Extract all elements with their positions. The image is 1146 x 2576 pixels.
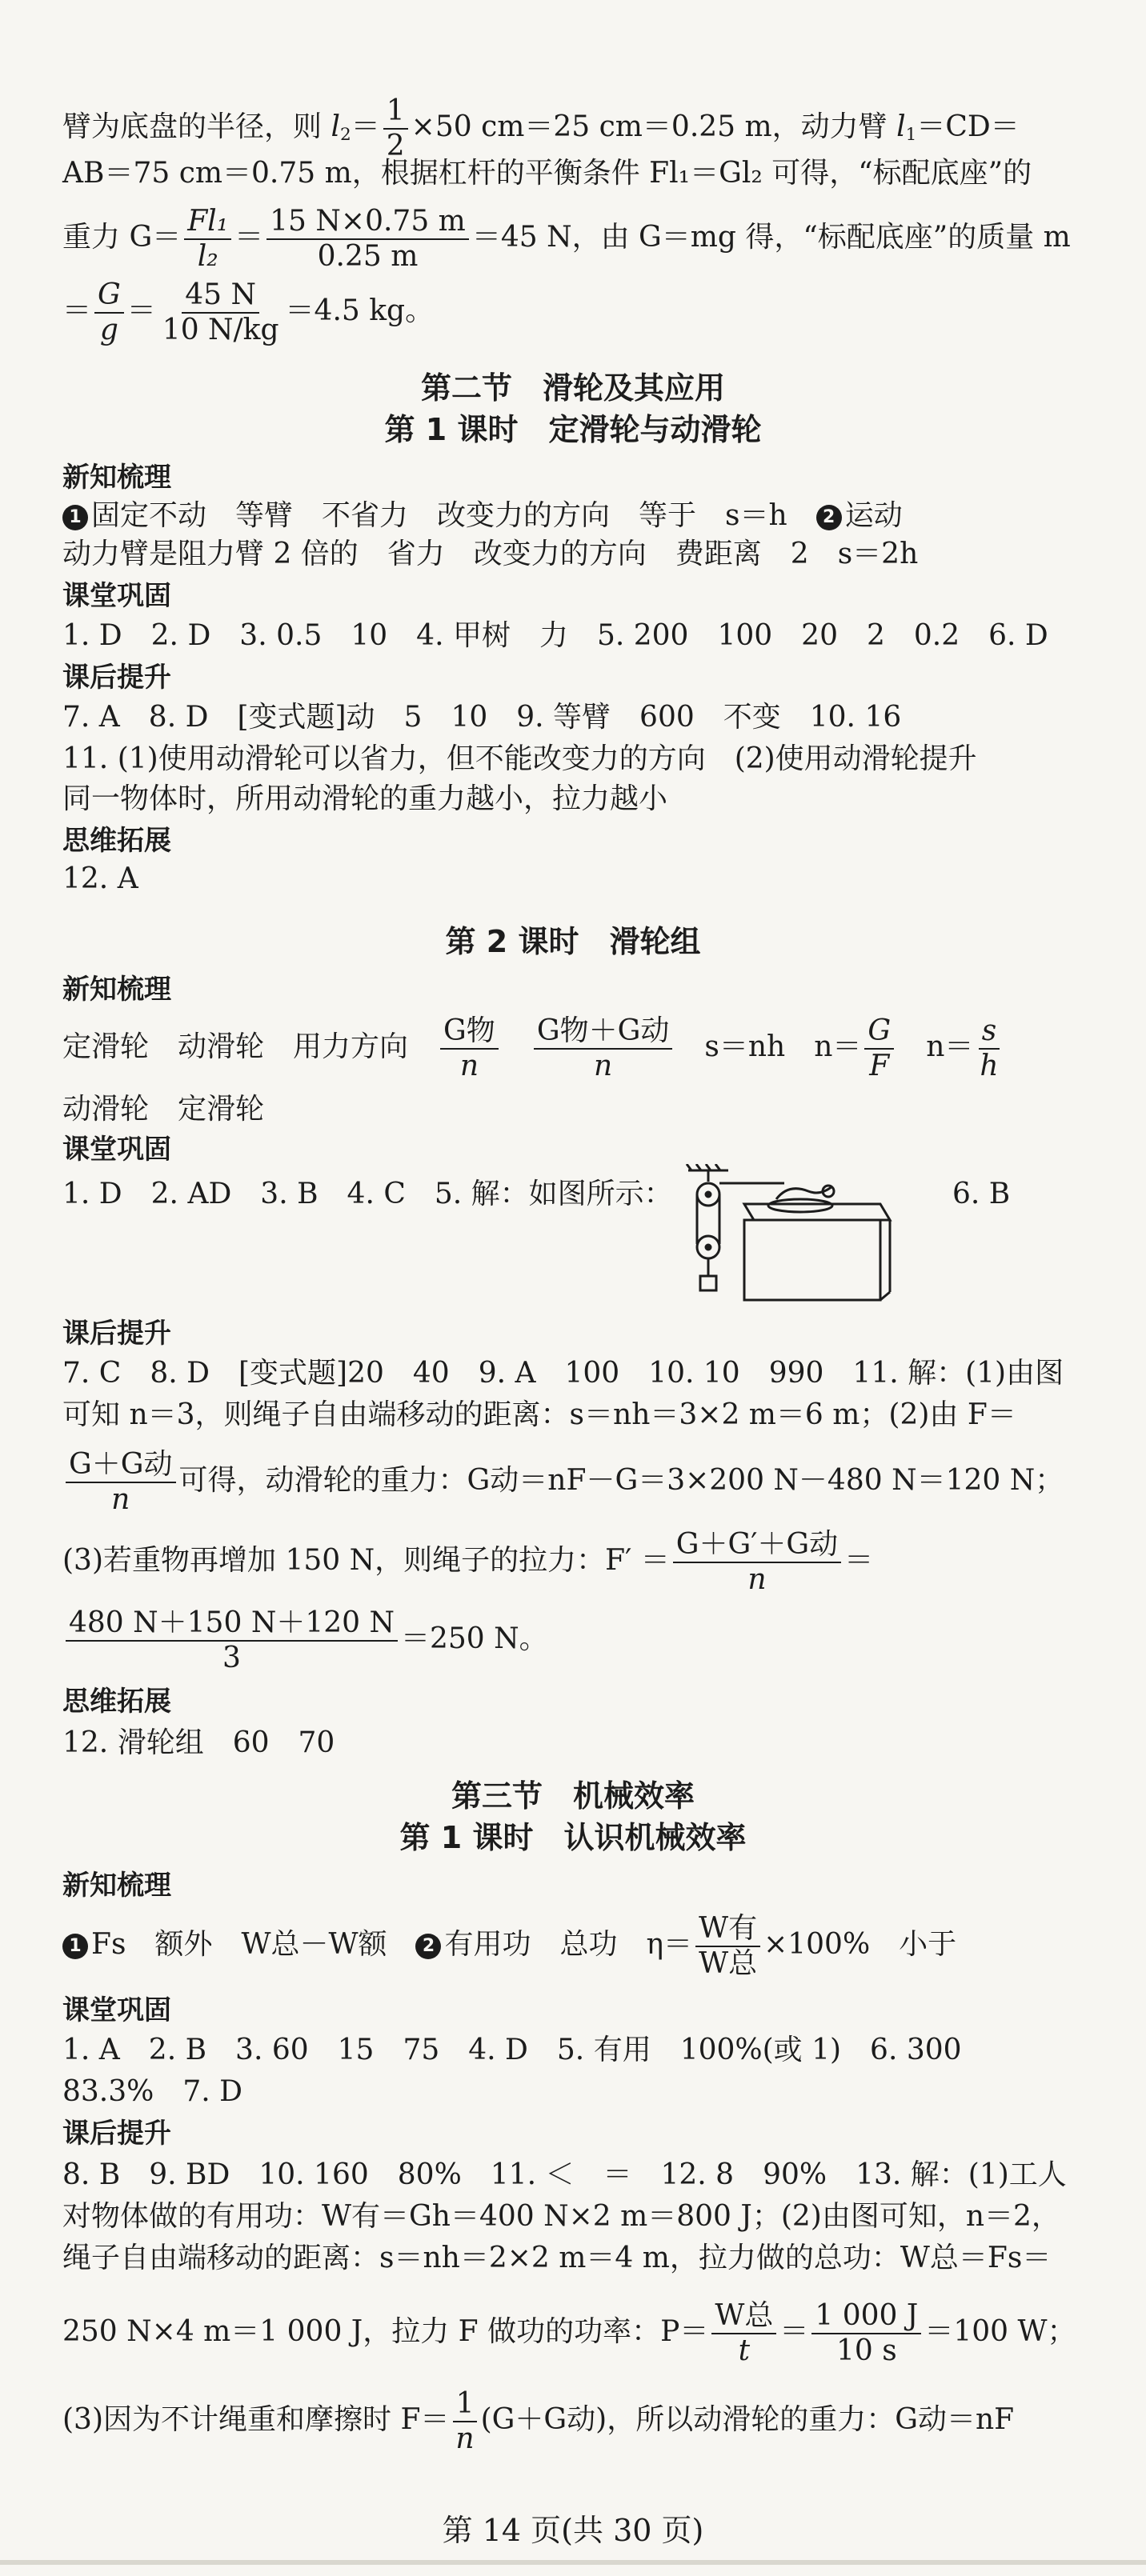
fraction: $\frac{G}{g}$ (94, 280, 124, 346)
answer-line: (3)若重物再增加 150 N，则绳子的拉力：F′ ＝ G＋G′＋G动 n ＝ (62, 1528, 874, 1596)
fraction: $\frac{\text{Fl₁}}{\text{l₂}}$ (184, 206, 231, 272)
fraction: W有 W总 (695, 1914, 760, 1979)
fraction: $\frac{45 N}{10 N/kg}$ (162, 278, 279, 346)
answer-line: 绳子自由端移动的距离：s＝nh＝2×2 m＝4 m，拉力做的总功：W总＝Fs＝ (62, 2242, 1052, 2274)
answer-line: 83.3% 7. D (62, 2075, 243, 2108)
answer-line: 8. B 9. BD 10. 160 80% 11. ＜ ＝ 12. 8 90% 13. 解：(1)工人 (62, 2158, 1067, 2191)
lesson-title: 第 2 课时 滑轮组 (445, 924, 701, 959)
section-heading: 新知梳理 (62, 974, 171, 1006)
text-line: 动滑轮 定滑轮 (62, 1093, 265, 1126)
section-heading: 课堂巩固 (62, 580, 171, 612)
text-line: 重力 G＝ $\frac{\text{Fl₁}}{\text{l₂}}$ ＝ $\frac{15 N\times 0.75 m}{0.25 m}$ ＝45 N，由 G＝mg 得，“标配底座”的质量 m (62, 205, 1071, 273)
text-line: ＝ $\frac{G}{g}$ ＝ $\frac{45 N}{10 N/kg}$ ＝4.5 kg。 (62, 278, 435, 346)
bottom-edge (0, 2560, 1146, 2565)
answer-line: 7. A 8. D [变式题]动 5 10 9. 等臂 600 不变 10. 16 (62, 701, 902, 734)
fraction: G＋G动 n (66, 1450, 176, 1515)
fraction: $\frac{1}{n}$ (452, 2389, 477, 2454)
fraction: $\frac{480 N+150 N+120 N}{3}$ (66, 1608, 398, 1674)
number-badge: 2 (415, 1934, 441, 1959)
answer-line: $\frac{480 N+150 N+120 N}{3}$ ＝250 N。 (62, 1608, 1114, 1674)
answer-line: G＋G动 n 可得，动滑轮的重力：G动＝nF－G＝3×200 N－480 N＝120 N； (62, 1450, 1114, 1515)
fraction: $\frac{15 N\times 0.75 m}{0.25 m}$ (266, 206, 469, 272)
answer-line: 12. A (62, 862, 138, 895)
text-line: 1 固定不动 等臂 不省力 改变力的方向 等于 s＝h 2 运动 (62, 494, 1114, 538)
lesson-title: 第 1 课时 定滑轮与动滑轮 (384, 412, 762, 447)
pulley-figure (656, 1164, 896, 1308)
text-line: AB＝75 cm＝0.75 m，根据杠杆的平衡条件 Fl₁＝Gl₂ 可得，“标配底座”的 (62, 157, 1032, 190)
section-heading: 新知梳理 (62, 462, 171, 494)
fraction: G＋G′＋G动 n (673, 1530, 841, 1595)
fraction: $\frac{G}{F}$ (864, 1016, 894, 1082)
section-heading: 课后提升 (62, 2118, 171, 2150)
page-footer: 第 14 页(共 30 页) (442, 2513, 704, 2548)
section-title: 第三节 机械效率 (451, 1778, 695, 1814)
section-title: 第二节 滑轮及其应用 (420, 370, 725, 406)
text-line: 动力臂是阻力臂 2 倍的 省力 改变力的方向 费距离 2 s＝2h (62, 538, 919, 570)
section-heading: 课后提升 (62, 1318, 171, 1350)
section-heading: 思维拓展 (62, 1686, 171, 1718)
answer-line: (3)因为不计绳重和摩擦时 F＝ $\frac{1}{n}$ (G＋G动)，所以动滑轮的重力：G动＝nF (62, 2387, 1015, 2455)
text-line: 定滑轮 动滑轮 用力方向 G物 n G物＋G动 n s＝nh n＝ $\frac{G}{F}$ n＝ $\frac{s}{h}$ (62, 1016, 1114, 1082)
text-line: 臂为底盘的半径，则 $l_2=$ $\frac{1}{2}$ ×50 cm＝25 cm＝0.25 m，动力臂 $l_1=CD=$ (62, 94, 1020, 162)
fraction: G物 n (440, 1016, 499, 1082)
fraction: $\frac{1}{2}$ (383, 96, 408, 162)
answer-line: 250 N×4 m＝1 000 J，拉力 F 做功的功率：P＝ W总 t ＝ $\frac{1 000 J}{10 s}$ ＝100 W； (62, 2299, 1076, 2367)
answer-line: 对物体做的有用功：W有＝Gh＝400 N×2 m＝800 J；(2)由图可知，n＝2， (62, 2200, 1060, 2233)
lesson-title: 第 1 课时 认识机械效率 (399, 1820, 747, 1855)
answer-line: 1. A 2. B 3. 60 15 75 4. D 5. 有用 100%(或 1) 6. 300 (62, 2034, 962, 2066)
answer-line: 11. (1)使用动滑轮可以省力，但不能改变力的方向 (2)使用动滑轮提升 (62, 742, 977, 775)
section-heading: 新知梳理 (62, 1870, 171, 1902)
section-heading: 课堂巩固 (62, 1134, 171, 1166)
answer-line: 6. B (952, 1178, 1011, 1210)
answer-line: 1. D 2. D 3. 0.5 10 4. 甲树 力 5. 200 100 20 2 0.2 6. D (62, 619, 1048, 652)
fraction: $\frac{s}{h}$ (980, 1014, 999, 1082)
number-badge: 1 (62, 505, 88, 530)
fraction: $\frac{1 000 J}{10 s}$ (811, 2301, 921, 2366)
fraction: W总 t (711, 2301, 776, 2366)
number-badge: 2 (816, 505, 842, 530)
section-heading: 课后提升 (62, 662, 171, 694)
section-heading: 课堂巩固 (62, 1994, 171, 2026)
answer-line: 1. D 2. AD 3. B 4. C 5. 解：如图所示： (62, 1178, 673, 1210)
answer-line: 12. 滑轮组 60 70 (62, 1726, 335, 1759)
answer-line: 可知 n＝3，则绳子自由端移动的距离：s＝nh＝3×2 m＝6 m；(2)由 F＝ (62, 1398, 1016, 1431)
answer-line: 同一物体时，所用动滑轮的重力越小，拉力越小 (62, 782, 668, 815)
text-line: 1 Fs 额外 W总－W额 2 有用功 总功 η＝ W有 W总 ×100% 小于 (62, 1914, 1114, 1979)
number-badge: 1 (62, 1934, 88, 1959)
answer-line: 7. C 8. D [变式题]20 40 9. A 100 10. 10 990 11. 解：(1)由图 (62, 1357, 1064, 1390)
fraction: G物＋G动 n (534, 1016, 673, 1082)
section-heading: 思维拓展 (62, 825, 171, 857)
